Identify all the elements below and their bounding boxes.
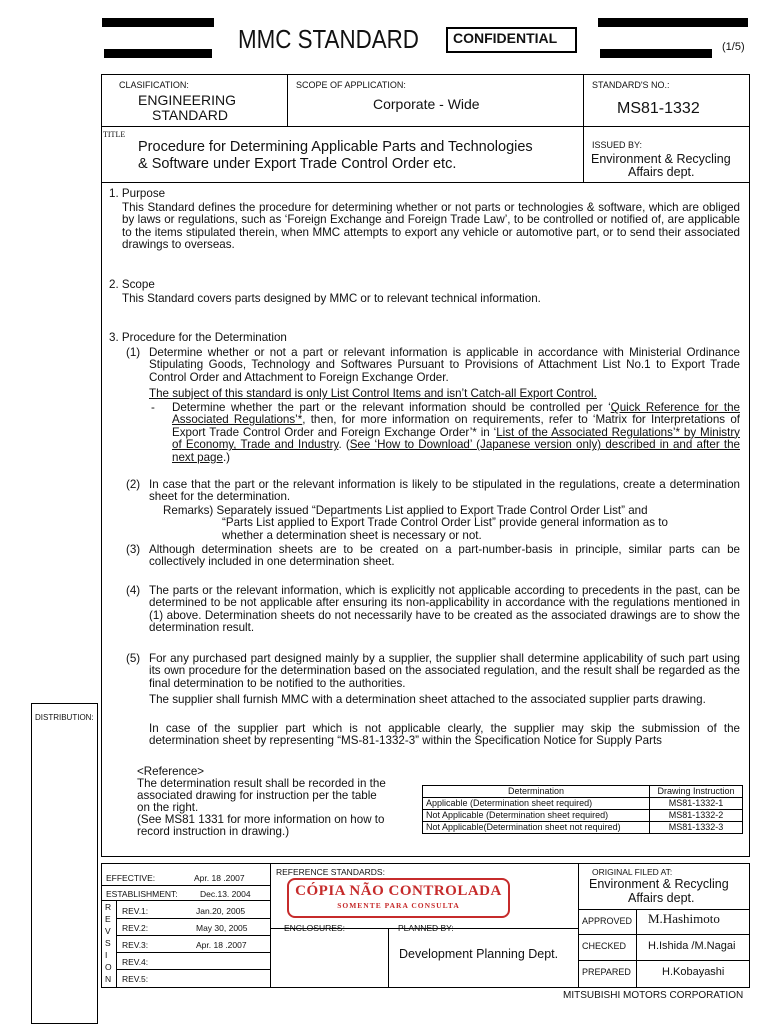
table-header-row [423, 786, 743, 798]
item-2-number: (2) [126, 478, 141, 491]
original-filed-value-1: Environment & Recycling [589, 877, 729, 891]
revision-letter: S [105, 938, 111, 948]
reference-line-1: The determination result shall be recorded in the [137, 777, 386, 790]
associated-regulations-link[interactable]: List of the Associated Regulations’* by Ministry of Economy, Trade and Industry [172, 425, 740, 452]
revision-letter: N [105, 974, 112, 984]
reference-standards-label: REFERENCE STANDARDS: [276, 867, 385, 877]
establishment-value: Dec.13. 2004 [200, 889, 251, 899]
section-2-text: This Standard covers parts designed by MMC or to relevant technical information. [122, 292, 541, 305]
prepared-label: PREPARED [582, 967, 631, 977]
original-filed-label: ORIGINAL FILED AT: [592, 867, 673, 877]
section-2-heading: 2. Scope [109, 278, 155, 291]
effective-label: EFFECTIVE: [106, 873, 156, 883]
rev-2-label: REV.2: [122, 923, 149, 933]
page-number: (1/5) [722, 41, 745, 53]
item-1-bullet [172, 402, 740, 464]
redaction-bar-left [102, 18, 214, 27]
table-row [423, 822, 743, 834]
item-1-bullet-part-5: . ( [338, 438, 350, 452]
table-cell: Not Applicable(Determination sheet not required) [423, 822, 650, 834]
doc-header-title: MMC STANDARD [238, 24, 419, 54]
item-2-remark-2: “Parts List applied to Export Trade Control Order List” provide general information as to [222, 516, 668, 529]
item-2-remark-3: whether a determination sheet is necessary or not. [222, 529, 482, 542]
planned-by-value: Development Planning Dept. [399, 947, 559, 961]
redaction-bar-right [598, 18, 748, 27]
redaction-bar-left-lower [104, 49, 212, 58]
stamp-line-1: CÓPIA NÃO CONTROLADA [295, 883, 502, 899]
revision-letter: I [105, 950, 108, 960]
rev-3-label: REV.3: [122, 940, 149, 950]
item-2-remark-1: Remarks) Separately issued “Departments List applied to Export Trade Control Order List” and [163, 504, 648, 517]
table-cell: MS81-1332-2 [650, 810, 743, 822]
table-row [423, 810, 743, 822]
item-1-dash: - [151, 401, 155, 414]
revision-letter: R [105, 902, 112, 912]
issued-by-value-1: Environment & Recycling [591, 152, 731, 166]
doc-title-1: Procedure for Determining Applicable Parts and Technologies [138, 139, 533, 155]
table-cell: MS81-1332-3 [650, 822, 743, 834]
table-row [423, 798, 743, 810]
how-to-download-link[interactable]: See ‘How to Download’ (Japanese version only) described in and after the next page [172, 438, 740, 464]
item-5-text-2: The supplier shall furnish MMC with a determination sheet attached to the associated supplier parts drawing. [149, 693, 706, 706]
rev-1-value: Jan.20, 2005 [196, 906, 246, 916]
doc-title-2: & Software under Export Trade Control Order etc. [138, 156, 457, 172]
confidential-label: CONFIDENTIAL [453, 30, 558, 46]
section-1-text: This Standard defines the procedure for determining whether or not parts or technologies & software, which are obliged by laws or regulations, such as ‘Foreign Exchange and Foreign Trade Law’, to be controlled or notified of, are applicable to the items stipulated therein, when MMC attempts to export any vehicle or automotive part, or to send their associated drawings to overseas. [122, 201, 740, 252]
title-label: TITLE [103, 130, 126, 139]
standard-no-label: STANDARD'S NO.: [592, 80, 670, 90]
establishment-label: ESTABLISHMENT: [106, 889, 178, 899]
quick-reference-link[interactable]: Quick Reference for the Associated Regulations’* [172, 401, 740, 427]
distribution-box [31, 703, 98, 1024]
table-cell: MS81-1332-1 [650, 798, 743, 810]
reference-line-2: associated drawing for instruction per the table [137, 789, 377, 802]
item-3-number: (3) [126, 543, 141, 556]
item-5-number: (5) [126, 652, 141, 665]
planned-by-label: PLANNED BY: [398, 923, 454, 933]
effective-value: Apr. 18 .2007 [194, 873, 245, 883]
item-5-text-3: In case of the supplier part which is not applicable clearly, the supplier may skip the submission of the determination sheet by representing “MS-81-1332-3” within the Specification Notice for Supply Parts [149, 722, 740, 748]
standard-no-value: MS81-1332 [617, 100, 700, 117]
item-1-number: (1) [126, 346, 141, 359]
clasification-label: CLASIFICATION: [119, 80, 189, 90]
section-1-heading: 1. Purpose [109, 187, 166, 200]
table-cell: Applicable (Determination sheet required) [423, 798, 650, 810]
item-5-text: For any purchased part designed mainly by a supplier, the supplier shall determine applicability of such part using its own procedure for the determination based on the associated regulation, and the result shall be regarded as the final determination to be notified to the authorities. [149, 652, 740, 690]
reference-line-4: (See MS81 1331 for more information on how to [137, 813, 385, 826]
distribution-label: DISTRIBUTION: [35, 713, 94, 722]
approved-label: APPROVED [582, 916, 633, 926]
checked-label: CHECKED [582, 941, 627, 951]
enclosures-label: ENCLOSURES: [284, 923, 345, 933]
table-header-determination: Determination [423, 786, 650, 798]
table-cell: Not Applicable (Determination sheet required) [423, 810, 650, 822]
scope-label: SCOPE OF APPLICATION: [296, 80, 406, 90]
reference-line-3: on the right. [137, 801, 199, 814]
scope-value: Corporate - Wide [373, 96, 480, 112]
reference-heading: <Reference> [137, 765, 205, 778]
issued-by-label: ISSUED BY: [592, 140, 643, 150]
item-4-text: The parts or the relevant information, which is explicitly not applicable according to precedents in the past, can be determined to be not applicable after ensuring its non-applicability in accordance with the regulations mentioned in (1) above. Determination sheets do not necessarily have to be created as the associated drawings are to show the determination result. [149, 584, 740, 635]
revision-letter: O [105, 962, 112, 972]
rev-5-label: REV.5: [122, 974, 149, 984]
issued-by-value-2: Affairs dept. [628, 165, 695, 179]
approved-value: M.Hashimoto [648, 911, 720, 926]
rev-3-value: Apr. 18 .2007 [196, 940, 247, 950]
prepared-value: H.Kobayashi [662, 966, 725, 978]
clasification-value-2: STANDARD [152, 107, 228, 123]
item-1-bullet-part-7: .) [222, 450, 231, 464]
clasification-value-1: ENGINEERING [138, 92, 237, 108]
item-2-text: In case that the part or the relevant information is likely to be stipulated in the regulations, create a determination sheet for the determination. [149, 478, 740, 504]
stamp-line-2: SOMENTE PARA CONSULTA [337, 901, 460, 910]
uncontrolled-copy-stamp [287, 878, 510, 918]
table-header-drawing-instruction: Drawing Instruction [650, 786, 743, 798]
item-1-text: Determine whether or not a part or relevant information is applicable in accordance with Ministerial Ordinance Stipulating Goods, Technology and Softwares Pursuant to Provisions of Attachment List No.1 to Export Trade Control Order and Attachment to Foreign Exchange Order. [149, 346, 740, 384]
revision-letter: E [105, 914, 111, 924]
item-1-bullet-part-1: Determine whether the part or the relevant information should be controlled per ‘ [172, 401, 611, 414]
item-1-subject: The subject of this standard is only List Control Items and isn’t Catch-all Export Control. [149, 387, 597, 400]
determination-table [422, 785, 743, 834]
redaction-bar-right-lower [600, 49, 712, 58]
item-1-bullet-part-3: , then, for more information on requirements, refer to ‘Matrix for Interpretations of Export Trade Control Order and Foreign Exchange Order’* in ‘ [172, 413, 740, 439]
revision-letter: V [105, 926, 111, 936]
item-4-number: (4) [126, 584, 141, 597]
reference-line-5: record instruction in drawing.) [137, 825, 290, 838]
rev-4-label: REV.4: [122, 957, 149, 967]
rev-1-label: REV.1: [122, 906, 149, 916]
original-filed-value-2: Affairs dept. [628, 891, 695, 905]
rev-2-value: May 30, 2005 [196, 923, 248, 933]
section-3-heading: 3. Procedure for the Determination [109, 331, 287, 344]
company-name: MITSUBISHI MOTORS CORPORATION [563, 990, 744, 1001]
item-3-text: Although determination sheets are to be created on a part-number-basis in principle, similar parts can be collectively included in one determination sheet. [149, 543, 740, 569]
checked-value: H.Ishida /M.Nagai [648, 940, 736, 952]
